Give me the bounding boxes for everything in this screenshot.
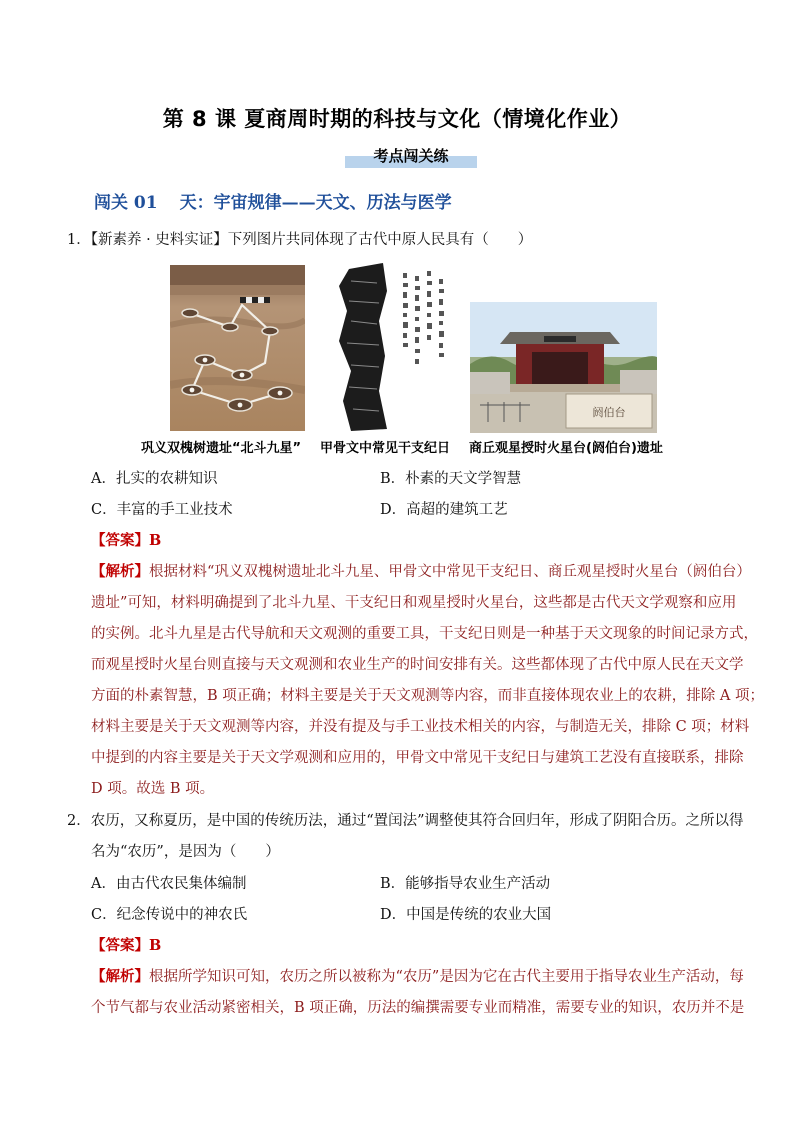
q2-analysis-line-2: 个节气都与农业活动紧密相关，B 项正确，历法的编撰需要专业而精准，需要专业的知识，农历并不是 (91, 1000, 745, 1016)
q1-option-a: A．扎实的农耕知识 (91, 471, 218, 487)
caption-image-c: 商丘观星授时火星台(阏伯台)遗址 (469, 441, 663, 456)
caption-image-a: 巩义双槐树遗址“北斗九星” (141, 441, 302, 456)
photo-oracle-bone-rubbing (321, 261, 461, 433)
section-number: 闯关 01 (94, 193, 158, 213)
q1-option-b: B．朴素的天文学智慧 (380, 471, 522, 487)
q1-answer: 【答案】B (91, 532, 162, 549)
q2-option-b: B．能够指导农业生产活动 (380, 876, 551, 892)
q2-analysis-line-1 (91, 965, 744, 986)
q1-option-d: D．高超的建筑工艺 (380, 502, 508, 518)
q1-analysis-line-5: 方面的朴素智慧，B 项正确；材料主要是关于天文观测等内容，而非直接体现农业上的农耕，排除 A 项； (91, 688, 764, 704)
photo-excavation-site (170, 265, 305, 431)
caption-image-b: 甲骨文中常见干支纪日 (320, 441, 451, 456)
section-title: 天：宇宙规律——天文、历法与医学 (179, 193, 452, 213)
section-heading (94, 188, 452, 213)
q2-option-a: A．由古代农民集体编制 (91, 876, 247, 892)
question-2-stem-line-2: 名为“农历”，是因为（ ） (91, 844, 280, 860)
q1-analysis-line-7: 中提到的内容主要是关于天文学观测和应用的，甲骨文中常见干支纪日与建筑工艺没有直接联系，排除 (91, 750, 744, 766)
q1-analysis-text-1: 根据材料“巩义双槐树遗址北斗九星、甲骨文中常见干支纪日、商丘观星授时火星台（阏伯台） (149, 564, 751, 580)
q1-analysis-line-6: 材料主要是关于天文观测等内容，并没有提及与手工业技术相关的内容，与制造无关，排除 C 项；材料 (91, 719, 750, 735)
q2-option-d: D．中国是传统的农业大国 (380, 907, 552, 923)
photo-observatory-gate (470, 302, 657, 433)
q2-answer: 【答案】B (91, 937, 162, 954)
q2-analysis-heading: 【解析】 (91, 968, 149, 985)
q1-analysis-line-2: 遗址”可知，材料明确提到了北斗九星、干支纪日和观星授时火星台，这些都是古代天文学观察和应用 (91, 595, 737, 611)
q1-analysis-line-3: 的实例。北斗九星是古代导航和天文观测的重要工具，干支纪日则是一种基于天文现象的时间记录方式， (91, 626, 758, 642)
question-1-stem: 1．【新素养 · 史料实证】下列图片共同体现了古代中原人民具有（ ） (67, 232, 533, 248)
subtitle-box (345, 143, 477, 169)
q1-analysis-line-8: D 项。故选 B 项。 (91, 781, 215, 797)
q1-analysis-line-1 (91, 560, 751, 581)
q1-analysis-line-4: 而观星授时火星台则直接与天文观测和农业生产的时间安排有关。这些都体现了古代中原人民在天文学 (91, 657, 744, 673)
q1-option-c: C．丰富的手工业技术 (91, 502, 233, 518)
page-title: 第 8 课 夏商周时期的科技与文化（情境化作业） (162, 107, 632, 131)
question-2-stem-line-1: 2．农历，又称夏历，是中国的传统历法，通过“置闰法”调整使其符合回归年，形成了阴阳合历。之所以得 (67, 813, 744, 829)
q2-option-c: C．纪念传说中的神农氏 (91, 907, 248, 923)
q1-analysis-heading: 【解析】 (91, 563, 149, 580)
subtitle: 考点闯关练 (373, 147, 449, 165)
stone-sign-text: 阏伯台 (592, 406, 626, 419)
q2-analysis-text-1: 根据所学知识可知，农历之所以被称为“农历”是因为它在古代主要用于指导农业生产活动，每 (149, 969, 744, 985)
